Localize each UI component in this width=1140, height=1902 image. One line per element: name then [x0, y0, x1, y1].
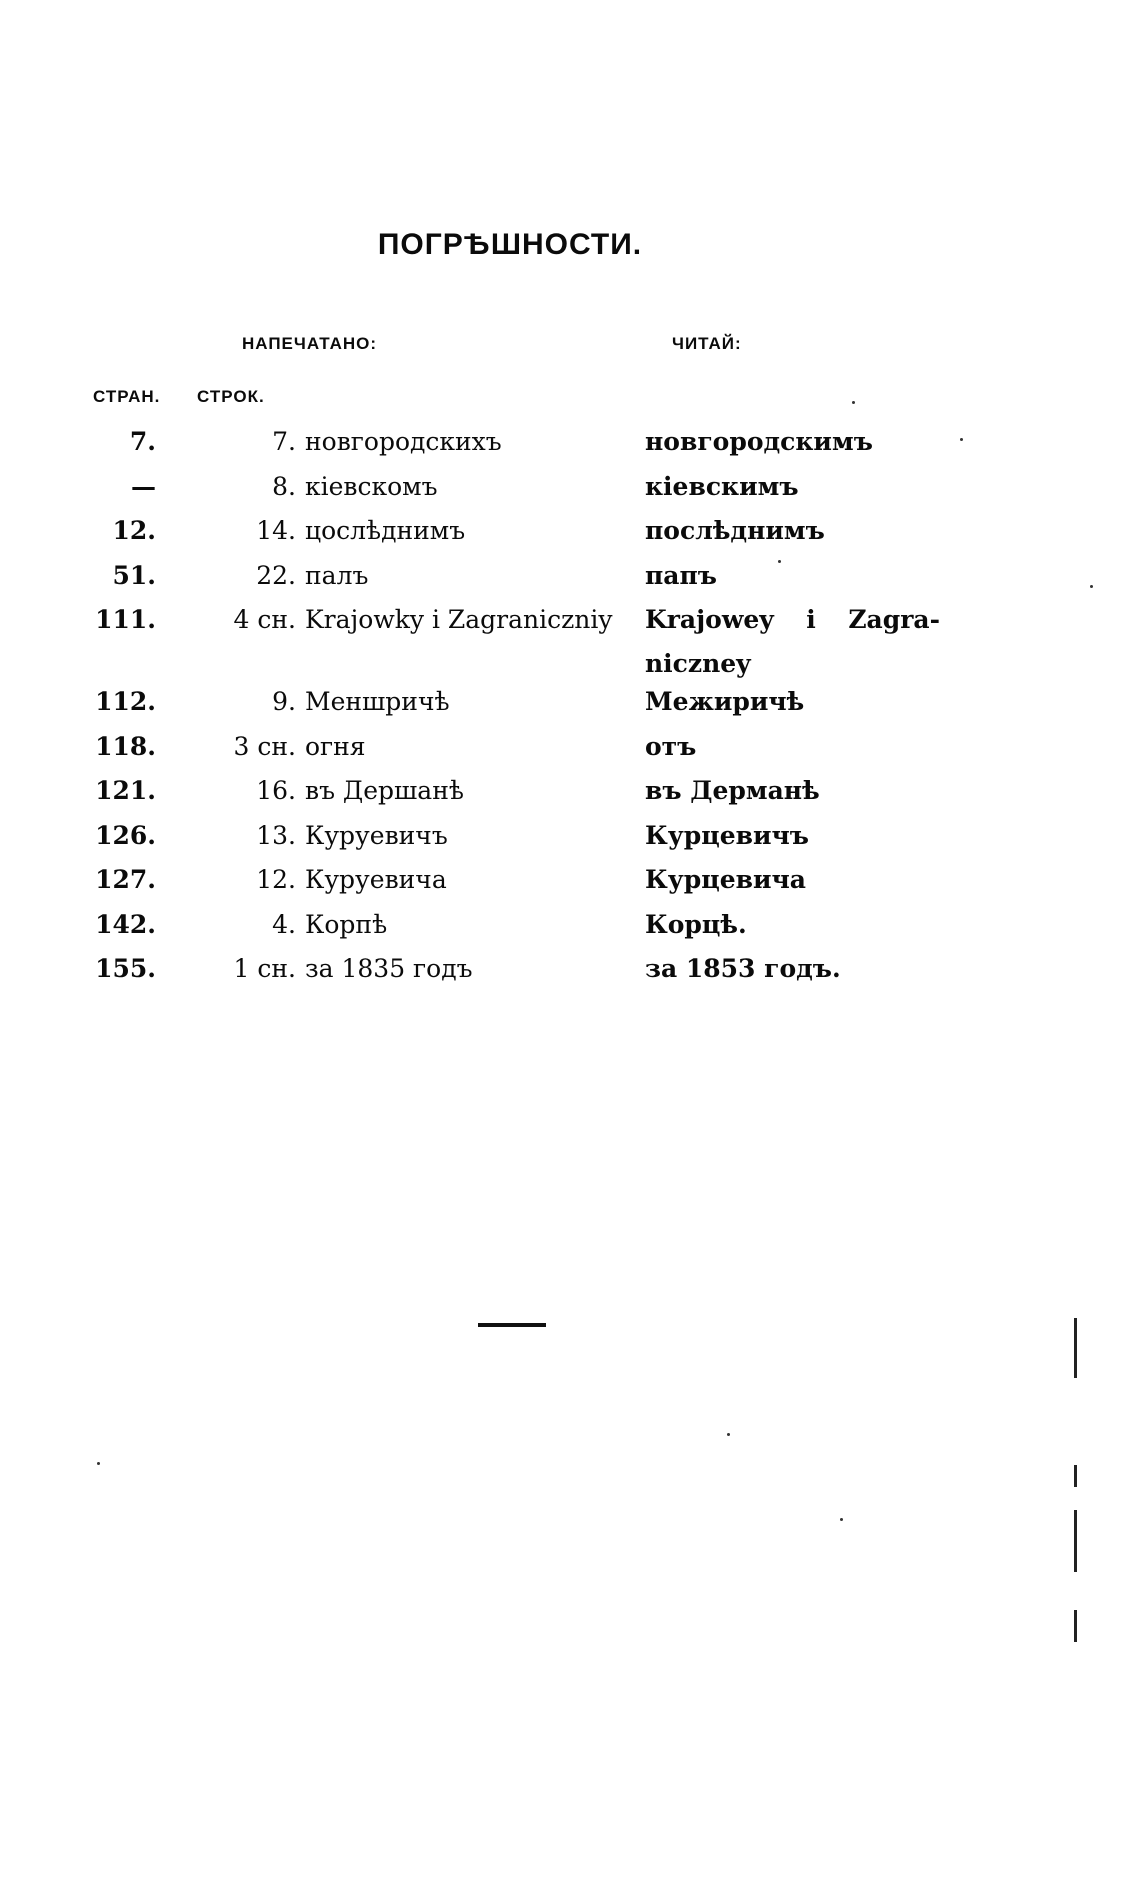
errata-row	[0, 858, 1140, 903]
scan-speck	[778, 560, 781, 563]
line-number: 1 сн.	[233, 954, 296, 983]
line-number: 22.	[256, 560, 296, 590]
line-number: 13.	[256, 820, 296, 850]
line-number: 9.	[272, 687, 296, 716]
line-number: 8.	[272, 471, 296, 501]
errata-row	[0, 725, 1140, 770]
printed-text: за 1835 годъ	[305, 954, 473, 983]
scan-speck	[97, 1462, 100, 1465]
printed-text: кіевскомъ	[305, 471, 438, 501]
printed-text: Меншричѣ	[305, 687, 450, 716]
correct-text: новгородскимъ	[645, 427, 873, 456]
page-title: ПОГРѢШНОСТИ.	[377, 228, 643, 261]
printed-text: Куруевичъ	[305, 820, 448, 850]
page-number: 51.	[112, 560, 156, 590]
correct-text: Межиричѣ	[645, 687, 805, 716]
line-number: 12.	[256, 865, 296, 894]
column-header-page: СТРАН.	[93, 387, 161, 406]
correct-text: въ Дерманѣ	[645, 776, 820, 805]
line-number: 4 сн.	[233, 605, 296, 634]
correct-text: за 1853 годъ.	[645, 954, 841, 983]
errata-row	[0, 814, 1140, 859]
correct-text: отъ	[645, 731, 697, 761]
printed-text: въ Дершанѣ	[305, 776, 464, 805]
scan-edge-mark	[1074, 1510, 1077, 1572]
page-number: 127.	[95, 865, 156, 894]
page-number: 112.	[95, 687, 156, 716]
correct-word: Krajowey	[645, 605, 774, 634]
page-number: 126.	[95, 820, 156, 850]
page-number: 118.	[95, 731, 156, 761]
page-number: 111.	[95, 605, 156, 634]
scan-speck	[1090, 585, 1093, 588]
correct-text	[645, 598, 945, 686]
correct-word: i	[806, 605, 816, 634]
errata-row	[0, 769, 1140, 814]
line-number: 7.	[272, 427, 296, 456]
column-header-read: ЧИТАЙ:	[672, 334, 742, 353]
page-number: 7.	[129, 427, 156, 456]
scan-speck	[960, 438, 963, 441]
page-number: 155.	[95, 954, 156, 983]
correct-text: послѣднимъ	[645, 516, 825, 545]
correct-text: Курцевича	[645, 865, 807, 894]
printed-text: палъ	[305, 560, 369, 590]
errata-table	[0, 420, 1140, 992]
line-number: 4.	[272, 909, 296, 939]
correct-text-line-2: niczney	[645, 649, 751, 678]
page-number: 121.	[95, 776, 156, 805]
correct-text: Курцевичъ	[645, 820, 809, 850]
scan-speck	[727, 1433, 730, 1436]
scan-speck	[852, 401, 855, 404]
errata-row	[0, 947, 1140, 992]
errata-row	[0, 554, 1140, 599]
end-rule	[478, 1323, 546, 1327]
printed-text: Корпѣ	[305, 909, 388, 939]
errata-row	[0, 420, 1140, 465]
scan-edge-mark	[1074, 1465, 1077, 1487]
line-number: 3 сн.	[233, 731, 296, 761]
printed-text: огня	[305, 731, 366, 761]
errata-row	[0, 680, 1140, 725]
correct-text: папъ	[645, 560, 717, 590]
printed-text: цослѣднимъ	[305, 516, 466, 545]
correct-text: Корцѣ.	[645, 909, 747, 939]
column-header-printed: НАПЕЧАТАНО:	[242, 334, 378, 353]
correct-text: кіевскимъ	[645, 471, 799, 501]
correct-text-line-1	[645, 598, 940, 642]
errata-row	[0, 465, 1140, 510]
scan-edge-mark	[1074, 1610, 1077, 1642]
column-header-line: СТРОК.	[197, 387, 265, 406]
printed-text: новгородскихъ	[305, 427, 502, 456]
page-number: 12.	[112, 516, 156, 545]
line-number: 16.	[256, 776, 296, 805]
errata-row	[0, 903, 1140, 948]
line-number: 14.	[256, 516, 296, 545]
printed-text: Куруевича	[305, 865, 447, 894]
page-number: —	[131, 471, 156, 501]
correct-word: Zagra-	[848, 605, 940, 634]
errata-row	[0, 509, 1140, 554]
printed-text: Krajowky i Zagraniczniy	[305, 605, 613, 634]
scan-edge-mark	[1074, 1318, 1077, 1378]
errata-row	[0, 598, 1140, 680]
page-number: 142.	[95, 909, 156, 939]
scan-speck	[840, 1518, 843, 1521]
